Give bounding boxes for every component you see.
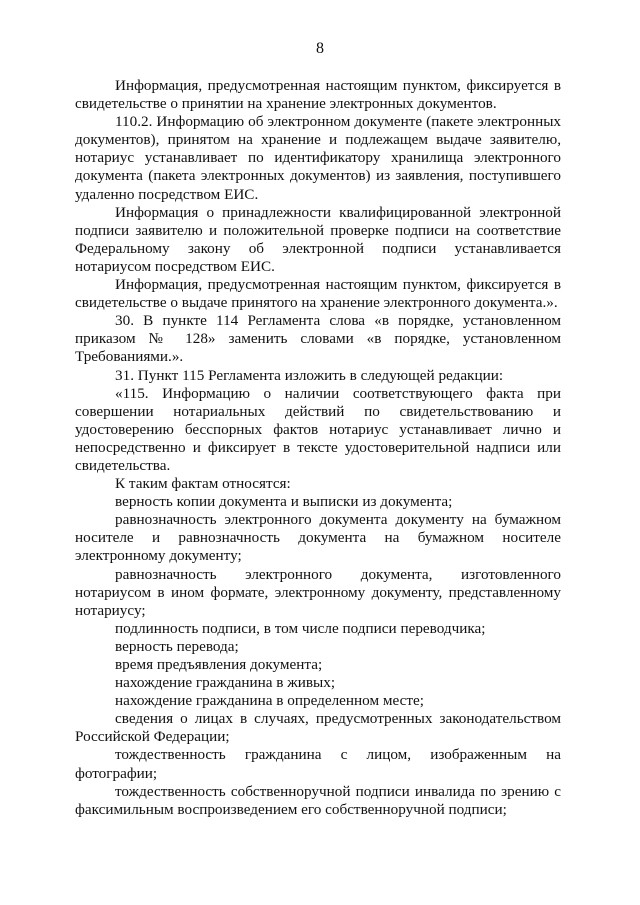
paragraph: 110.2. Информацию об электронном документе (пакете электронных документов), принятом на хранение и подлежащем выдаче заявителю, нотариус устанавливает по идентификатору хранилища электронного документа (пакета электронных документов) из заявления, поступившего удаленно посредством ЕИС. xyxy=(75,113,561,203)
paragraph: Информация, предусмотренная настоящим пунктом, фиксируется в свидетельстве о принятии на хранение электронных документов. xyxy=(75,77,561,113)
list-item: равнозначность электронного документа документу на бумажном носителе и равнозначность документа на бумажном носителе электронному документу; xyxy=(75,511,561,565)
list-item: верность копии документа и выписки из документа; xyxy=(115,493,453,511)
list-item: нахождение гражданина в живых; xyxy=(115,674,336,692)
list-item: равнозначность электронного документа, изготовленного нотариусом в ином формате, электронному документу, представленному нотариусу; xyxy=(75,565,561,619)
paragraph: К таким фактам относятся: xyxy=(115,475,291,493)
list-item: тождественность собственноручной подписи инвалида по зрению с факсимильным воспроизведением его собственноручной подписи; xyxy=(75,782,561,818)
list-item: тождественность гражданина с лицом, изображенным на фотографии; xyxy=(75,746,561,782)
paragraph: 30. В пункте 114 Регламента слова «в порядке, установленном приказом № 128» заменить словами «в порядке, установленном Требованиями.». xyxy=(75,312,561,366)
paragraph: «115. Информацию о наличии соответствующего факта при совершении нотариальных действий по свидетельствованию и удостоверению бесспорных фактов нотариус устанавливает лично и непосредственно и фиксирует в тексте удостоверительной надписи или свидетельства. xyxy=(75,384,561,474)
list-item: подлинность подписи, в том числе подписи переводчика; xyxy=(115,619,486,637)
page-number: 8 xyxy=(316,40,324,57)
paragraph: 31. Пункт 115 Регламента изложить в следующей редакции: xyxy=(115,366,504,384)
paragraph: Информация, предусмотренная настоящим пунктом, фиксируется в свидетельстве о выдаче принятого на хранение электронного документа.». xyxy=(75,276,561,312)
list-item: нахождение гражданина в определенном месте; xyxy=(115,692,424,710)
list-item: сведения о лицах в случаях, предусмотренных законодательством Российской Федерации; xyxy=(75,710,561,746)
list-item: время предъявления документа; xyxy=(115,656,323,673)
paragraph: Информация о принадлежности квалифицированной электронной подписи заявителю и положительной проверке подписи на соответствие Федеральному закону об электронной подписи устанавливается нотариусом посредством ЕИС. xyxy=(75,203,561,275)
document-body xyxy=(75,77,561,819)
list-item: верность перевода; xyxy=(115,637,239,655)
